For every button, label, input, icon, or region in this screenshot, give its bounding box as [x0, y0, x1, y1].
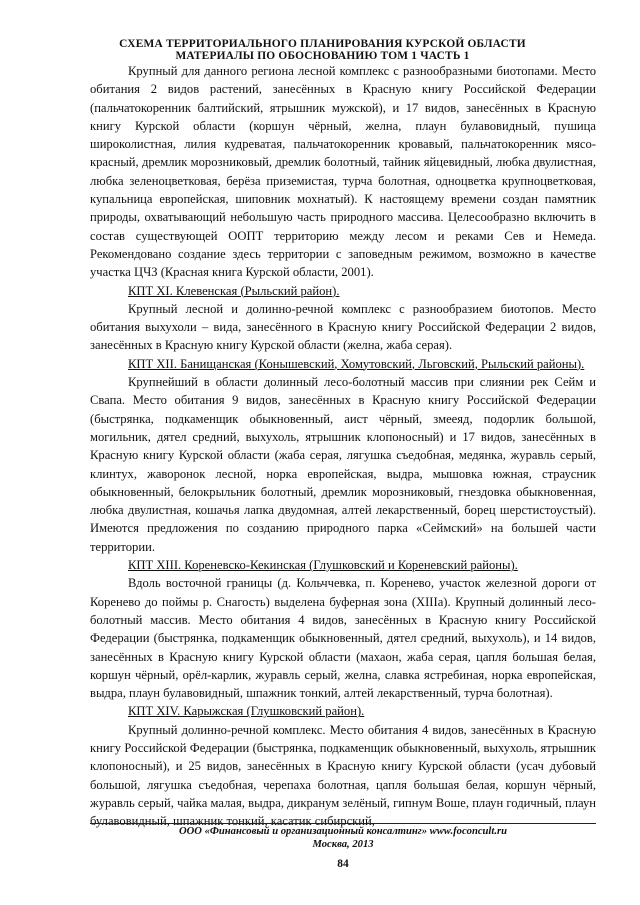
page-footer	[90, 825, 596, 851]
paragraph: Крупный для данного региона лесной комплекс с разнообразными биотопами. Место обитания 2 видов растений, занесённых в Красную книгу Российской Федерации (пальчатокоренник балтийский, ятрышник мужской), и 17 видов, занесённых в Красную книгу Курской области (коршун чёрный, желна, плаун булавовидный, пушица широколистная, лилия кудреватая, пальчатокоренник кровавый, пальчатокоренник мясо-красный, дремлик морозниковый, дремлик болотный, тайник яйцевидный, любка двулистная, любка зеленоцветковая, берёза приземистая, турча болотная, одноцветка крупноцветковая, купальница европейская, шиповник мохнатый). К настоящему времени создан памятник природы, охватывающий небольшую часть природного массива. Целесообразно включить в состав существующей ООПТ территорию между лесом и реками Сев и Немеда. Рекомендовано создание здесь территории с заповедным режимом, возможно в качестве участка ЦЧЗ (Красная книга Курской области, 2001).	[90, 64, 596, 280]
section-heading: КПТ XI. Клевенская (Рыльский район).	[128, 283, 340, 298]
section-heading: КПТ XIII. Кореневско-Кекинская (Глушковский и Кореневский районы).	[128, 558, 518, 573]
section-heading: КПТ XII. Банищанская (Конышевский, Хомутовский, Льговский, Рыльский районы).	[128, 356, 585, 371]
paragraph: Крупный лесной и долинно-речной комплекс с разнообразием биотопов. Место обитания выхухоли – вида, занесённого в Красную книгу Российской Федерации 2 видов, занесённых в Красную книгу Курской области (желна, жаба серая).	[90, 301, 596, 353]
page-number: 84	[337, 858, 349, 870]
header-subtitle: МАТЕРИАЛЫ ПО ОБОСНОВАНИЮ ТОМ 1 ЧАСТЬ 1	[175, 50, 470, 62]
section-heading: КПТ XIV. Карыжская (Глушковский район).	[128, 704, 365, 719]
paragraph: Крупнейший в области долинный лесо-болотный массив при слиянии рек Сейм и Свапа. Место обитания 9 видов, занесённых в Красную книгу Российской Федерации (быстрянка, подкаменщик обыкновенный, аист чёрный, змееяд, подорлик большой, могильник, дятел средний, выхухоль, ятрышник клопоносный) и 17 видов, занесённых в Красную книгу Курской области (жаба серая, лягушка съедобная, медянка, журавль серый, клинтух, жаворонок лесной, норка европейская, выдра, мышовка южная, страусник обыкновенный, белокрыльник болотный, дремлик морозниковый, гнездовка обыкновенная, любка двулистная, кошачья лапка двудомная, алтей лекарственный, борец шерстистоустый). Имеются предложения по созданию природного парка «Сеймский» на большей части территории.	[90, 375, 596, 554]
document-body	[90, 62, 596, 830]
footer-company: ООО «Финансовый и организационный консалтинг» www.foconcult.ru	[179, 826, 507, 837]
footer-divider	[90, 823, 596, 824]
footer-city-year: Москва, 2013	[312, 839, 374, 850]
page-header	[90, 38, 555, 62]
paragraph: Крупный долинно-речной комплекс. Место обитания 4 видов, занесённых в Красную книгу Российской Федерации (быстрянка, подкаменщик обыкновенный, выхухоль, ятрышник клопоносный), и 25 видов, занесённых в Красную книгу Курской области (усач дубовый большой, лягушка съедобная, черепаха болотная, цапля большая белая, коршун чёрный, журавль серый, чайка малая, выдра, дикранум зелёный, гипнум Воше, плаун годичный, плаун булавовидный, шпажник тонкий, касатик сибирский,	[90, 722, 596, 829]
header-title: СХЕМА ТЕРРИТОРИАЛЬНОГО ПЛАНИРОВАНИЯ КУРСКОЙ ОБЛАСТИ	[119, 38, 526, 50]
paragraph: Вдоль восточной границы (д. Кольччевка, п. Коренево, участок железной дороги от Коренево до поймы р. Снагость) выделена буферная зона (XIIIа). Крупный долинный лесо-болотный массив. Место обитания 4 видов, занесённых в Красную книгу Российской Федерации (быстрянка, подкаменщик обыкновенный, дятел средний, выхухоль), и 14 видов, занесённых в Красную книгу Курской области (махаон, жаба серая, цапля большая белая, коршун чёрный, орёл-карлик, журавль серый, желна, славка ястребиная, норка европейская, выдра, плаун булавовидный, шпажник тонкий, алтей лекарственный, турча болотная).	[90, 576, 596, 701]
